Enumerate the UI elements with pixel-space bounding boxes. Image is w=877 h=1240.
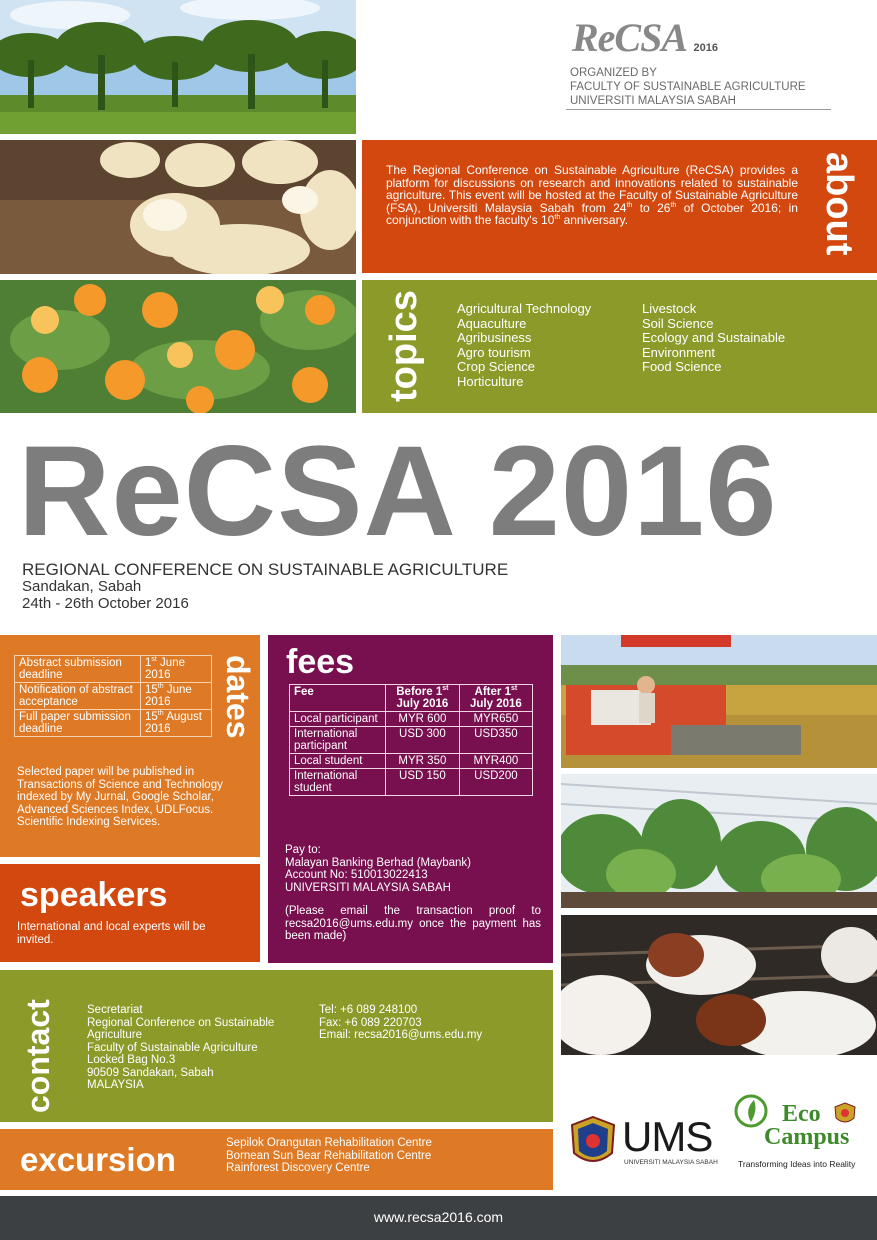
fees-header-after: After 1st July 2016 <box>459 685 532 712</box>
eco-campus-tagline: Transforming Ideas into Reality <box>738 1159 856 1169</box>
hero-location: Sandakan, Sabah <box>22 578 142 595</box>
hero-date: 24th - 26th October 2016 <box>22 595 189 612</box>
excursion-item: Bornean Sun Bear Rehabilitation Centre <box>226 1149 432 1162</box>
fees-table <box>289 684 533 796</box>
topic-item: Crop Science <box>457 359 536 374</box>
table-row <box>290 754 533 769</box>
contact-address <box>87 1004 274 1092</box>
fees-label: fees <box>286 643 355 681</box>
fee-name: International student <box>290 769 386 796</box>
contact-tel: Tel: +6 089 248100 <box>319 1004 418 1016</box>
date-value: 15th June 2016 <box>141 683 212 710</box>
address-line: Agriculture <box>87 1029 142 1041</box>
topics-label: topics <box>383 290 425 402</box>
dates-table <box>14 655 212 737</box>
topic-item: Agribusiness <box>457 330 532 345</box>
excursion-panel <box>0 1129 553 1190</box>
pay-line: UNIVERSITI MALAYSIA SABAH <box>285 881 451 894</box>
speakers-text: International and local experts will be invited. <box>17 921 206 946</box>
palm-plantation-photo <box>0 0 356 134</box>
topics-col-1 <box>457 302 591 389</box>
topic-item: Agro tourism <box>457 344 531 360</box>
topic-item: Soil Science <box>642 315 714 331</box>
address-line: Secretariat <box>87 1004 143 1016</box>
address-line: MALAYSIA <box>87 1079 144 1091</box>
contact-details <box>319 1004 482 1042</box>
excursion-list <box>226 1137 432 1175</box>
pay-line: Account No: 510013022413 <box>285 869 428 881</box>
topic-item: Agricultural Technology <box>457 301 592 316</box>
fees-pay-block <box>285 844 471 894</box>
topic-item: Aquaculture <box>457 315 527 331</box>
recsa-logo-year: 2016 <box>693 42 718 54</box>
table-row <box>15 710 212 737</box>
fees-header-fee: Fee <box>290 685 386 712</box>
fee-before: USD 150 <box>386 769 460 796</box>
greenhouse-photo <box>561 774 877 908</box>
topic-item: Horticulture <box>457 373 524 389</box>
table-row <box>290 727 533 754</box>
organizer-line: ORGANIZED BY <box>570 67 657 79</box>
chicks-photo <box>0 140 356 274</box>
excursion-label: excursion <box>20 1141 176 1178</box>
hero-subtitle: REGIONAL CONFERENCE ON SUSTAINABLE AGRICULTURE <box>22 560 509 579</box>
fee-after: USD350 <box>459 727 532 754</box>
footer-bar <box>0 1196 877 1240</box>
recsa-logo-text: ReCSA <box>572 15 688 60</box>
table-row <box>290 769 533 796</box>
topic-item: Food Science <box>642 359 722 374</box>
contact-fax: Fax: +6 089 220703 <box>319 1016 422 1029</box>
recsa-logo <box>572 14 718 61</box>
about-text: The Regional Conference on Sustainable Agriculture (ReCSA) provides a platform for discussions on research and innovations related to sustainable agriculture. This event will be hosted at the Faculty of Sustainable Agriculture (FSA), Universiti Malaysia Sabah from 24th to 26th of October 2016; in conjunction with the faculty's 10th anniversary. <box>386 163 798 228</box>
fees-panel <box>268 635 553 963</box>
eco-campus-small-crest-icon <box>834 1102 856 1126</box>
excursion-item: Sepilok Orangutan Rehabilitation Centre <box>226 1137 432 1149</box>
fees-note: (Please email the transaction proof to recsa2016@ums.edu.my once the payment has been made) <box>285 905 541 942</box>
contact-label: contact <box>20 999 56 1113</box>
organizer-line: UNIVERSITI MALAYSIA SABAH <box>570 95 736 107</box>
date-event: Abstract submission deadline <box>15 656 141 683</box>
organizer-block <box>570 66 806 108</box>
fee-before: MYR 350 <box>386 754 460 769</box>
speakers-label: speakers <box>20 876 168 914</box>
dates-label: dates <box>220 655 256 739</box>
address-line: 90509 Sandakan, Sabah <box>87 1066 214 1079</box>
flowers-photo <box>0 280 356 413</box>
dates-note: Selected paper will be published in Transactions of Science and Technology indexed by My Jurnal, Google Scholar, Advanced Sciences Index, UDLFocus. Scientific Indexing Services. <box>17 766 223 828</box>
organizer-line: FACULTY OF SUSTAINABLE AGRICULTURE <box>570 81 806 93</box>
pay-line: Malayan Banking Berhad (Maybank) <box>285 856 472 869</box>
ums-logo-subtitle: UNIVERSITI MALAYSIA SABAH <box>624 1159 718 1166</box>
contact-panel <box>0 970 553 1122</box>
dates-panel <box>0 635 260 857</box>
fee-before: USD 300 <box>386 727 460 754</box>
fees-header-before: Before 1st July 2016 <box>386 685 460 712</box>
table-row <box>15 656 212 683</box>
ums-crest-icon <box>570 1115 616 1171</box>
topic-item: Livestock <box>642 301 697 316</box>
speakers-panel <box>0 864 260 962</box>
table-header <box>290 685 533 712</box>
pay-line: Pay to: <box>285 844 321 856</box>
date-event: Notification of abstract acceptance <box>15 683 141 710</box>
fee-after: MYR400 <box>459 754 532 769</box>
fee-before: MYR 600 <box>386 712 460 727</box>
excursion-item: Rainforest Discovery Centre <box>226 1162 370 1174</box>
topics-panel <box>362 280 877 413</box>
topic-item: Ecology and Sustainable <box>642 330 786 345</box>
fee-name: Local participant <box>290 712 386 727</box>
date-event: Full paper submission deadline <box>15 710 141 737</box>
fee-name: Local student <box>290 754 386 769</box>
organizer-underline <box>566 109 831 110</box>
address-line: Faculty of Sustainable Agriculture <box>87 1041 258 1054</box>
harvester-photo <box>561 635 877 768</box>
contact-email: Email: recsa2016@ums.edu.my <box>319 1029 483 1041</box>
about-label: about <box>818 152 860 256</box>
date-value: 1st June 2016 <box>141 656 212 683</box>
about-panel <box>362 140 877 273</box>
ums-logo-text: UMS <box>622 1113 713 1160</box>
goats-photo <box>561 915 877 1055</box>
eco-campus-word-campus: Campus <box>764 1124 850 1150</box>
address-line: Regional Conference on Sustainable <box>87 1016 275 1029</box>
hero-title: ReCSA 2016 <box>18 420 778 563</box>
table-row <box>15 683 212 710</box>
topic-item: Environment <box>642 344 715 360</box>
fee-after: USD200 <box>459 769 532 796</box>
topics-col-2 <box>642 302 785 375</box>
address-line: Locked Bag No.3 <box>87 1054 176 1066</box>
footer-url-link[interactable]: www.recsa2016.com <box>373 1209 504 1225</box>
date-value: 15th August 2016 <box>141 710 212 737</box>
fee-name: International participant <box>290 727 386 754</box>
table-row <box>290 712 533 727</box>
eco-campus-word-eco: Eco <box>782 1101 821 1127</box>
fee-after: MYR650 <box>459 712 532 727</box>
